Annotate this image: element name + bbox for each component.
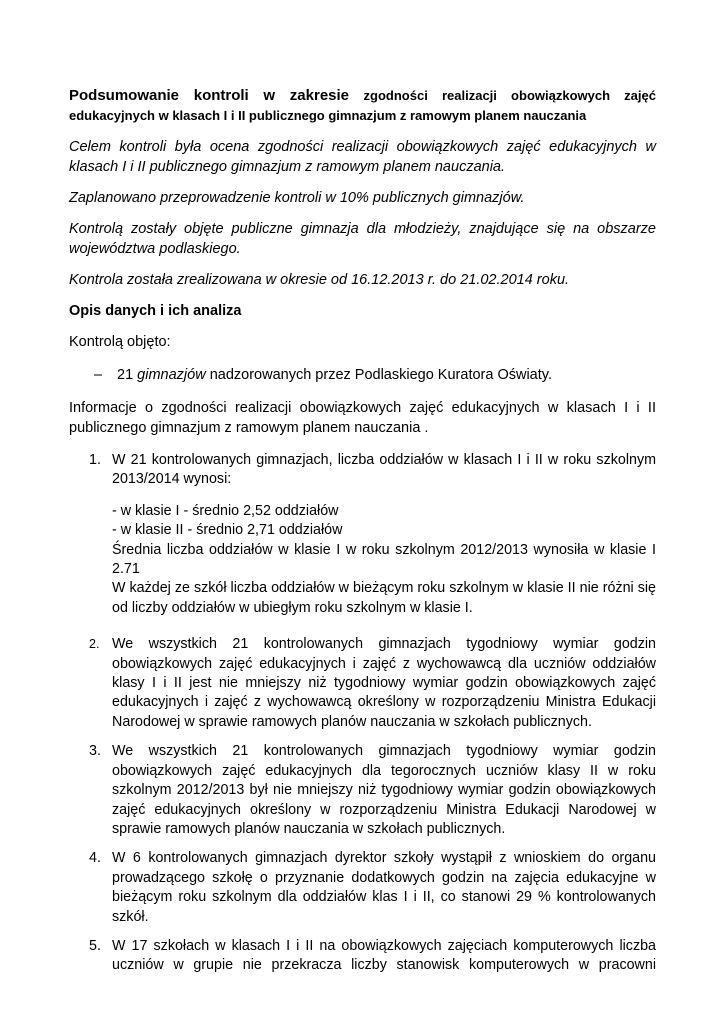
title-part-1: Podsumowanie kontroli w zakresie bbox=[69, 87, 350, 104]
sub-line-class-1: - w klasie I - średnio 2,52 oddziałów bbox=[112, 502, 339, 519]
item-number: 5. bbox=[89, 937, 101, 954]
item-text: W 6 kontrolowanych gimnazjach dyrektor szkoły wystąpił z wnioskiem do organu prowadzącego szkołę o przyznanie dodatkowych godzin na zajęcia edukacyjne w bieżącym roku szkolnym dla oddziałów klas I i II, co stanowi 29 % kontrolowanych szkół. bbox=[112, 850, 656, 925]
item-text: W 17 szkołach w klasach I i II na obowiązkowych zajęciach komputerowych liczba uczniów w grupie nie przekracza liczby stanowisk komputerowych w pracowni bbox=[112, 937, 656, 974]
bullet-word: gimnazjów bbox=[137, 367, 206, 383]
sub-line-average: Średnia liczba oddziałów w klasie I w roku szkolnym 2012/2013 wynosiła w klasie I 2.71 bbox=[112, 541, 656, 578]
sub-line-comparison: W każdej ze szkół liczba oddziałów w bieżącym roku szkolnym w klasie II nie różni się od liczby oddziałów w ubiegłym roku szkolnym w klasie I. bbox=[112, 580, 656, 616]
item-text: We wszystkich 21 kontrolowanych gimnazjach tygodniowy wymiar godzin obowiązkowych zajęć edukacyjnych i zajęć z wychowawcą dla uczniów oddziałów klasy I i II jest nie mniejszy niż tygodniowy wymiar godzin obowiązkowych zajęć edukacyjnych i zajęć z wychowawcą określony w rozporządzeniu Ministra Edukacji Narodowej w sprawie ramowych planów nauczania w szkołach publicznych. bbox=[112, 636, 656, 730]
bullet-rest: nadzorowanych przez Podlaskiego Kuratora Oświaty. bbox=[209, 367, 552, 383]
document-page bbox=[69, 86, 656, 976]
intro-plan: Zaplanowano przeprowadzenie kontroli w 10% publicznych gimnazjów. bbox=[69, 190, 525, 206]
section-heading: Opis danych i ich analiza bbox=[69, 303, 242, 319]
list-item bbox=[69, 937, 656, 976]
item-number: 1. bbox=[89, 452, 101, 468]
item-number: 2. bbox=[89, 637, 100, 652]
bullet-text bbox=[117, 365, 552, 385]
list-item bbox=[69, 635, 656, 732]
bullet-count: 21 bbox=[117, 367, 134, 383]
info-paragraph: Informacje o zgodności realizacji obowiązkowych zajęć edukacyjnych w klasach I i II publicznego gimnazjum z ramowym planem nauczania . bbox=[69, 400, 656, 436]
bullet-mark: – bbox=[94, 367, 103, 383]
item-text: We wszystkich 21 kontrolowanych gimnazjach tygodniowy wymiar godzin obowiązkowych zajęć edukacyjnych dla tegorocznych uczniów klasy II w roku szkolnym 2012/2013 był nie mniejszy niż tygodniowy wymiar godzin obowiązkowych zajęć edukacyjnych określony w rozporządzeniu Ministra Edukacji Narodowej w sprawie ramowych planów nauczania w szkołach publicznych. bbox=[112, 743, 656, 837]
item-number: 3. bbox=[89, 743, 101, 760]
list-item bbox=[69, 742, 656, 839]
intro-period: Kontrola została zrealizowana w okresie od 16.12.2013 r. do 21.02.2014 roku. bbox=[69, 272, 570, 288]
scope-label: Kontrolą objęto: bbox=[69, 334, 171, 350]
findings-list bbox=[69, 451, 656, 976]
document-title bbox=[69, 86, 656, 126]
item-subtext bbox=[112, 502, 656, 618]
list-item bbox=[69, 849, 656, 927]
bullet-item bbox=[69, 365, 656, 385]
item-text: W 21 kontrolowanych gimnazjach, liczba oddziałów w klasach I i II w roku szkolnym 2013/2014 wynosi: bbox=[112, 452, 656, 488]
item-number: 4. bbox=[89, 850, 101, 867]
intro-goal: Celem kontroli była ocena zgodności realizacji obowiązkowych zajęć edukacyjnych w klasach I i II publicznego gimnazjum z ramowym planem nauczania. bbox=[69, 139, 656, 175]
list-item bbox=[69, 451, 656, 618]
sub-line-class-2: - w klasie II - średnio 2,71 oddziałów bbox=[112, 522, 343, 539]
title-part-2: zgodności realizacji obowiązkowych zajęć edukacyjnych w klasach I i II publicznego gimnazjum z ramowym planem nauczania bbox=[69, 88, 656, 123]
intro-scope: Kontrolą zostały objęte publiczne gimnazja dla młodzieży, znajdujące się na obszarze województwa podlaskiego. bbox=[69, 221, 656, 257]
